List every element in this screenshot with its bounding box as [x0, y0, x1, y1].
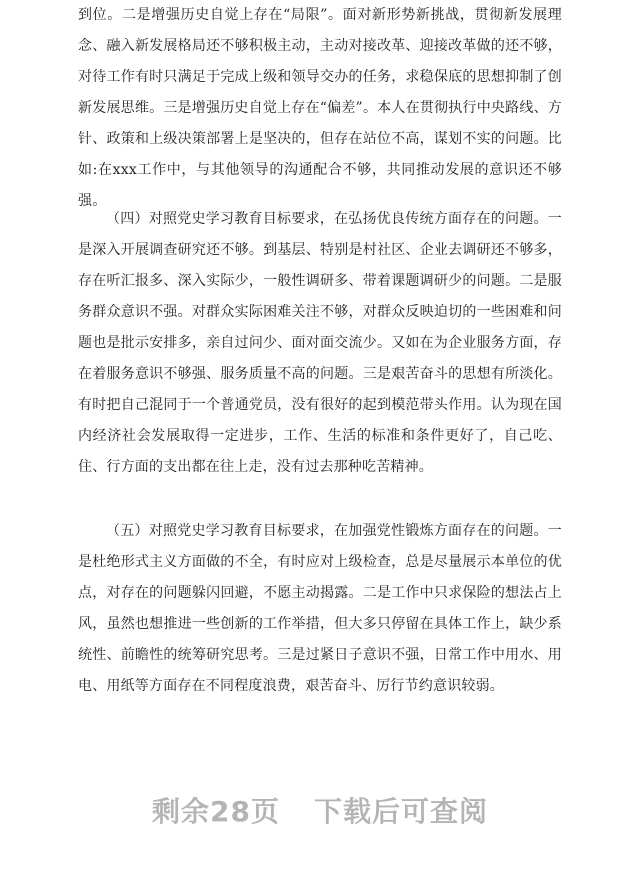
paragraph-continued: 到位。二是增强历史自觉上存在“局限”。面对新形势新挑战，贯彻新发展理念、融入新发展格局还不够积极主动，主动对接改革、迎接改革做的还不够，对待工作有时只满足于完成上级和领导交办的任务，求稳保底的思想抑制了创新发展思维。三是增强历史自觉上存在“偏差”。本人在贯彻执行中央路线、方针、政策和上级决策部署上是坚决的，但存在站位不高，谋划不实的问题。比如:在xxx工作中，与其他领导的沟通配合不够，共同推动发展的意识还不够强。 — [78, 7, 562, 209]
remaining-pages-label: 剩余28页 — [152, 795, 280, 828]
paragraph-section-4: （四）对照党史学习教育目标要求，在弘扬优良传统方面存在的问题。一是深入开展调查研究还不够。到基层、特别是村社区、企业去调研还不够多，存在听汇报多、深入实际少，一般性调研多、带着课题调研少的问题。二是服务群众意识不强。对群众实际困难关注不够，对群众反映迫切的一些困难和问题也是批示安排多，亲自过问少、面对面交流少。又如在为企业服务方面，存在着服务意识不够强、服务质量不高的问题。三是艰苦奋斗的思想有所淡化。有时把自己混同于一个普通党员，没有很好的起到模范带头作用。认为现在国内经济社会发展取得一定进步，工作、生活的标准和条件更好了，自己吃、住、行方面的支出都在往上走，没有过去那种吃苦精神。 — [78, 211, 562, 475]
paragraph-section-5: （五）对照党史学习教育目标要求，在加强党性锻炼方面存在的问题。一是杜绝形式主义方面做的不全，有时应对上级检查，总是尽量展示本单位的优点，对存在的问题躲闪回避，不愿主动揭露。二是工作中只求保险的想法占上风，虽然也想推进一些创新的工作举措，但大多只停留在具体工作上，缺少系统性、前瞻性的统筹研究思考。三是过紧日子意识不强，日常工作中用水、用电、用纸等方面存在不同程度浪费，艰苦奋斗、厉行节约意识较弱。 — [78, 523, 562, 694]
download-to-view-label: 下载后可查阅 — [313, 795, 488, 828]
download-prompt[interactable] — [0, 790, 640, 830]
